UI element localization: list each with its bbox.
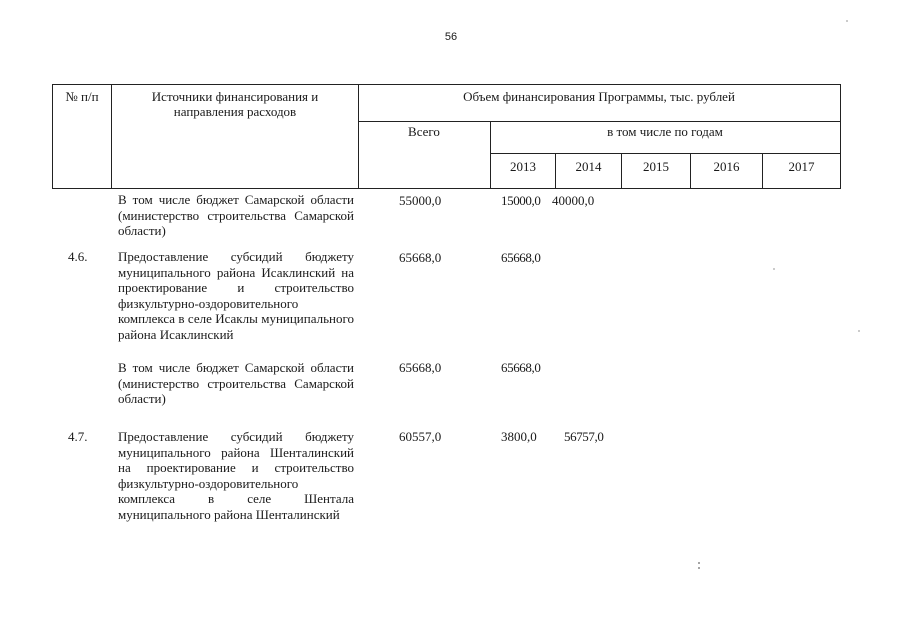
header-year-2016: 2016 — [713, 159, 740, 174]
row-2013: 15000,0 — [501, 193, 541, 208]
header-years-divider — [490, 153, 840, 154]
header-year-2015: 2015 — [643, 159, 669, 174]
header-funding: Объем финансирования Программы, тыс. рублей — [463, 89, 735, 104]
header-bottom-border — [52, 188, 840, 189]
header-funding-divider — [358, 121, 840, 122]
scan-speck — [698, 562, 700, 564]
header-sources: Источники финансирования и направления расходов — [151, 89, 319, 119]
scan-speck — [698, 567, 700, 569]
row-number: 4.6. — [68, 249, 88, 264]
row-total: 65668,0 — [399, 360, 442, 375]
page-number: 56 — [444, 31, 458, 43]
row-total: 65668,0 — [399, 250, 442, 265]
header-year-2017: 2017 — [788, 159, 815, 174]
row-number: 4.7. — [68, 429, 88, 444]
row-description: Предоставление субсидий бюджету муниципального района Шенталинский на проектирование и строительство физкультурно-оздоровительного комплекса в селе Шентала муниципального района Шенталинский — [118, 429, 354, 522]
scan-speck — [773, 268, 775, 270]
row-2013: 65668,0 — [501, 360, 541, 375]
header-total: Всего — [408, 124, 440, 139]
row-2014: 56757,0 — [564, 429, 604, 444]
header-year-2013: 2013 — [510, 159, 536, 174]
row-description: Предоставление субсидий бюджету муниципального района Исаклинский на проектирование и строительство физкультурно-оздоровительного комплекса в селе Исаклы муниципального района Исаклинский — [118, 249, 354, 342]
header-year-2014: 2014 — [575, 159, 602, 174]
row-total: 55000,0 — [399, 193, 442, 208]
header-by-years: в том числе по годам — [607, 124, 723, 139]
row-total: 60557,0 — [399, 429, 442, 444]
header-left-border — [52, 84, 53, 189]
header-right-border — [840, 84, 841, 189]
row-2013: 3800,0 — [501, 429, 537, 444]
header-top-border — [52, 84, 840, 85]
row-2013: 65668,0 — [501, 250, 541, 265]
scan-speck — [858, 330, 860, 332]
scan-speck — [846, 20, 848, 22]
row-description: В том числе бюджет Самарской области (министерство строительства Самарской области) — [118, 192, 354, 238]
header-col-divider-2 — [358, 84, 359, 189]
row-description: В том числе бюджет Самарской области (министерство строительства Самарской области) — [118, 360, 354, 406]
header-col-divider-3 — [490, 121, 491, 189]
row-2014: 40000,0 — [552, 193, 595, 208]
header-number: № п/п — [65, 89, 99, 104]
header-col-divider-1 — [111, 84, 112, 189]
